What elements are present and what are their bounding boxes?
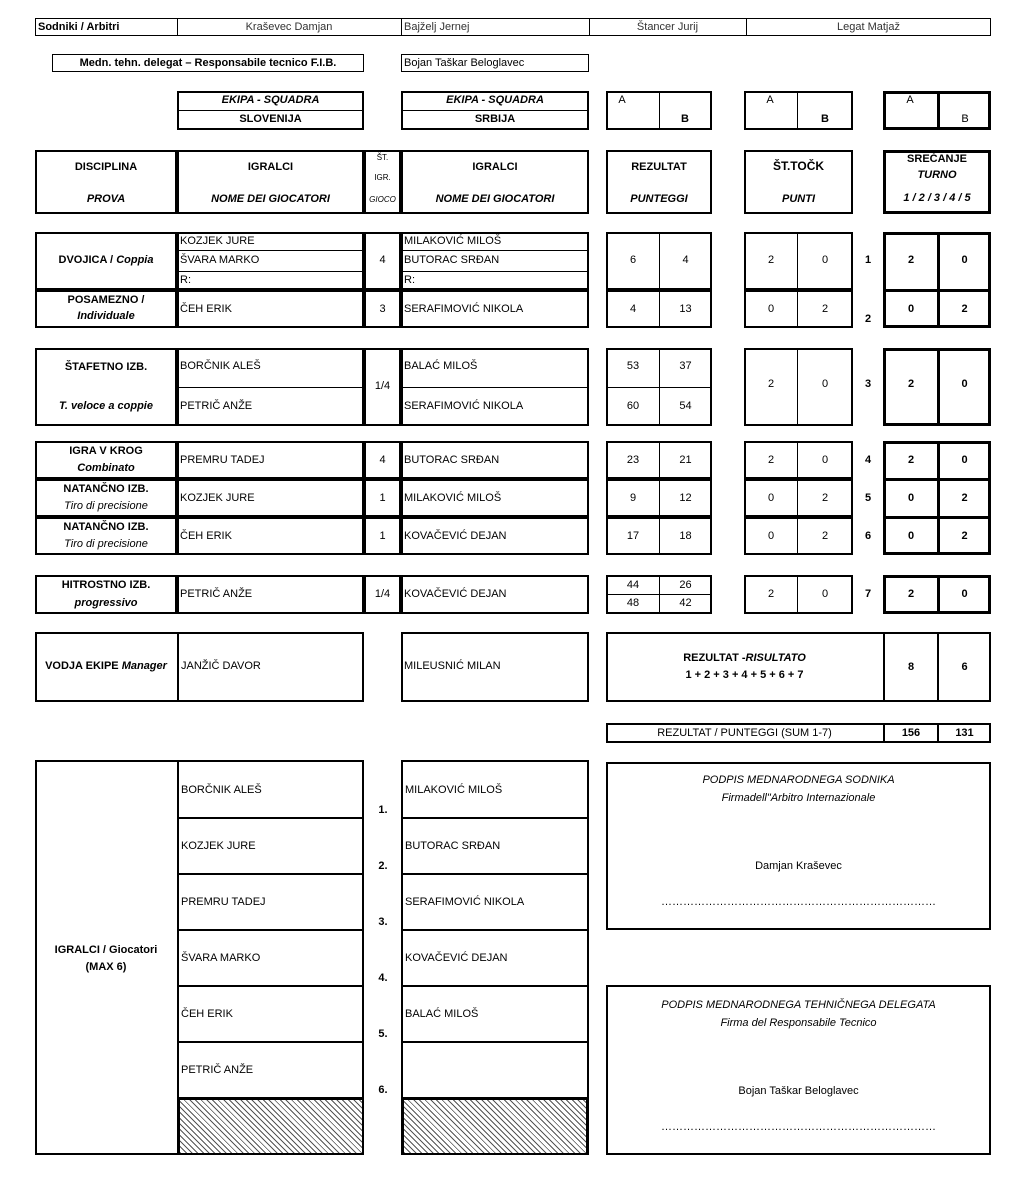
roster-max: (MAX 6) [85, 960, 127, 973]
roster-b-5: BALAĆ MILOŠ [405, 1007, 479, 1020]
roster-b-1: MILAKOVIĆ MILOŠ [405, 783, 503, 796]
manager-a: JANŽIČ DAVOR [181, 659, 261, 672]
judge-3: Štancer Jurij [636, 20, 699, 33]
roster-a-4: ŠVARA MARKO [181, 951, 261, 964]
judge-2: Bajželj Jernej [404, 20, 470, 33]
roster-a-5: ČEH ERIK [181, 1007, 233, 1020]
sum-a: 156 [901, 726, 921, 739]
delegate-signature-title: PODPIS MEDNARODNEGA TEHNIČNEGA DELEGATA [661, 998, 936, 1011]
dvojica-pts-a: 2 [767, 253, 775, 266]
judge-signature-sub: Firmadell"Arbitro Internazionale [721, 791, 876, 804]
manager-b: MILEUSNIĆ MILAN [404, 659, 501, 672]
stafetno-num: 1/4 [374, 379, 391, 392]
posamezno-b-player: SERAFIMOVIĆ NIKOLA [404, 302, 524, 315]
dvojica-res-b: 4 [682, 253, 689, 266]
roster-b-2: BUTORAC SRĐAN [405, 839, 501, 852]
posamezno-a-player: ČEH ERIK [180, 302, 232, 315]
delegate-signature-line: ………………………………………………………………… [661, 1120, 936, 1133]
hatch-b [403, 1099, 587, 1154]
sum-label: REZULTAT / PUNTEGGI (SUM 1-7) [657, 726, 832, 739]
turn-1: 1 [864, 253, 872, 266]
dvojica-pts-b: 0 [821, 253, 829, 266]
posamezno-res-a: 4 [629, 302, 637, 315]
roster-b-6 [403, 1061, 587, 1079]
roster-a-2: KOZJEK JURE [181, 839, 256, 852]
dvojica-label: DVOJICA / Coppia [58, 253, 154, 266]
dvojica-num: 4 [379, 253, 386, 266]
roster-a-6: PETRIČ ANŽE [181, 1063, 254, 1076]
team-a-name: SLOVENIJA [239, 113, 302, 126]
turn-5: 5 [864, 491, 872, 504]
posamezno-num: 3 [379, 302, 386, 315]
team-b-name: SRBIJA [474, 113, 516, 126]
team-a-header: EKIPA - SQUADRA [221, 94, 320, 107]
roster-b-3: SERAFIMOVIĆ NIKOLA [405, 895, 525, 908]
delegate-signature-name: Bojan Taškar Beloglavec [738, 1084, 859, 1097]
delegate-name: Bojan Taškar Beloglavec [404, 56, 525, 69]
judges-label: Sodniki / Arbitri [38, 20, 120, 33]
result-b: 6 [961, 660, 968, 673]
hatch-a [179, 1099, 363, 1154]
turn-3: 3 [864, 377, 872, 390]
posamezno-pts-a: 0 [767, 302, 775, 315]
judge-4: Legat Matjaž [837, 20, 900, 33]
turn-6: 6 [864, 529, 872, 542]
result-a: 8 [907, 660, 915, 673]
posamezno-res-b: 13 [679, 302, 692, 315]
turn-2: 2 [864, 312, 872, 325]
judge-1: Kraševec Damjan [245, 20, 333, 33]
delegate-signature-sub: Firma del Responsabile Tecnico [720, 1016, 877, 1029]
turn-4: 4 [864, 453, 872, 466]
result-formula: 1 + 2 + 3 + 4 + 5 + 6 + 7 [685, 668, 804, 681]
roster-a-3: PREMRU TADEJ [181, 895, 266, 908]
roster-label: IGRALCI / Giocatori [54, 943, 158, 956]
dvojica-res-a: 6 [629, 253, 637, 266]
judge-signature-name: Damjan Kraševec [755, 859, 842, 872]
judge-signature-title: PODPIS MEDNARODNEGA SODNIKA [702, 773, 895, 786]
delegate-label: Medn. tehn. delegat – Responsabile tecnico F.I.B. [79, 56, 337, 69]
manager-label: VODJA EKIPE Manager [45, 659, 167, 672]
roster-b-4: KOVAČEVIĆ DEJAN [405, 951, 508, 964]
turn-7: 7 [864, 587, 872, 600]
sum-b: 131 [955, 726, 974, 739]
posamezno-pts-b: 2 [821, 302, 829, 315]
team-b-header: EKIPA - SQUADRA [446, 94, 544, 107]
roster-a-1: BORČNIK ALEŠ [181, 783, 262, 796]
result-title: REZULTAT - RISULTATO [683, 651, 806, 664]
judge-signature-line: ………………………………………………………………… [661, 895, 936, 908]
